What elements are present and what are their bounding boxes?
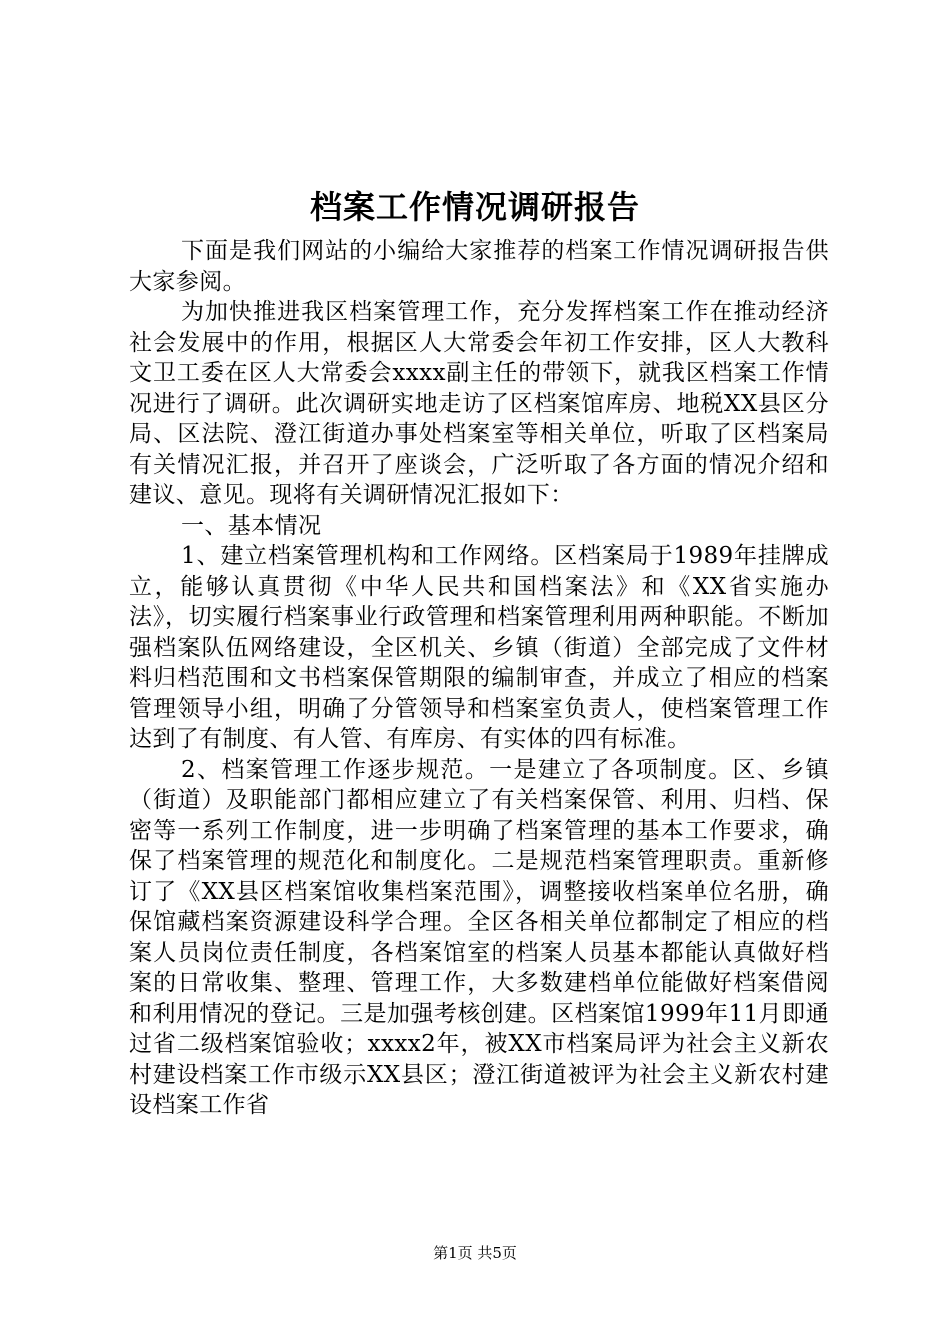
section-heading: 一、基本情况 <box>181 512 322 539</box>
document-body <box>129 236 829 1121</box>
item-1-paragraph: 1、建立档案管理机构和工作网络。区档案局于1989年挂牌成立，能够认真贯彻《中华人民共和国档案法》和《XX省实施办法》，切实履行档案事业行政管理和档案管理利用两种职能。不断加强档案队伍网络建设，全区机关、乡镇（街道）全部完成了文件材料归档范围和文书档案保管期限的编制审查，并成立了相应的档案管理领导小组，明确了分管领导和档案室负责人，使档案管理工作达到了有制度、有人管、有库房、有实体的四有标准。 <box>129 543 829 752</box>
page-number: 第1页 共5页 <box>433 1244 517 1262</box>
item-2-paragraph: 2、档案管理工作逐步规范。一是建立了各项制度。区、乡镇（街道）及职能部门都相应建立了有关档案保管、利用、归档、保密等一系列工作制度，进一步明确了档案管理的基本工作要求，确保了档案管理的规范化和制度化。二是规范档案管理职责。重新修订了《XX县区档案馆收集档案范围》，调整接收档案单位名册，确保馆藏档案资源建设科学合理。全区各相关单位都制定了相应的档案人员岗位责任制度，各档案馆室的档案人员基本都能认真做好档案的日常收集、整理、管理工作，大多数建档单位能做好档案借阅和利用情况的登记。三是加强考核创建。区档案馆1999年11月即通过省二级档案馆验收；xxxx2年，被XX市档案局评为社会主义新农村建设档案工作市级示XX县区；澄江街道被评为社会主义新农村建设档案工作省 <box>129 756 829 1118</box>
document-title: 档案工作情况调研报告 <box>309 188 640 226</box>
opening-paragraph: 为加快推进我区档案管理工作，充分发挥档案工作在推动经济社会发展中的作用，根据区人大常委会年初工作安排，区人大教科文卫工委在区人大常委会xxxx副主任的带领下，就我区档案工作情况进行了调研。此次调研实地走访了区档案馆库房、地税XX县区分局、区法院、澄江街道办事处档案室等相关单位，听取了区档案局有关情况汇报，并召开了座谈会，广泛听取了各方面的情况介绍和建议、意见。现将有关调研情况汇报如下： <box>129 299 829 508</box>
intro-paragraph: 下面是我们网站的小编给大家推荐的档案工作情况调研报告供大家参阅。 <box>129 238 829 295</box>
